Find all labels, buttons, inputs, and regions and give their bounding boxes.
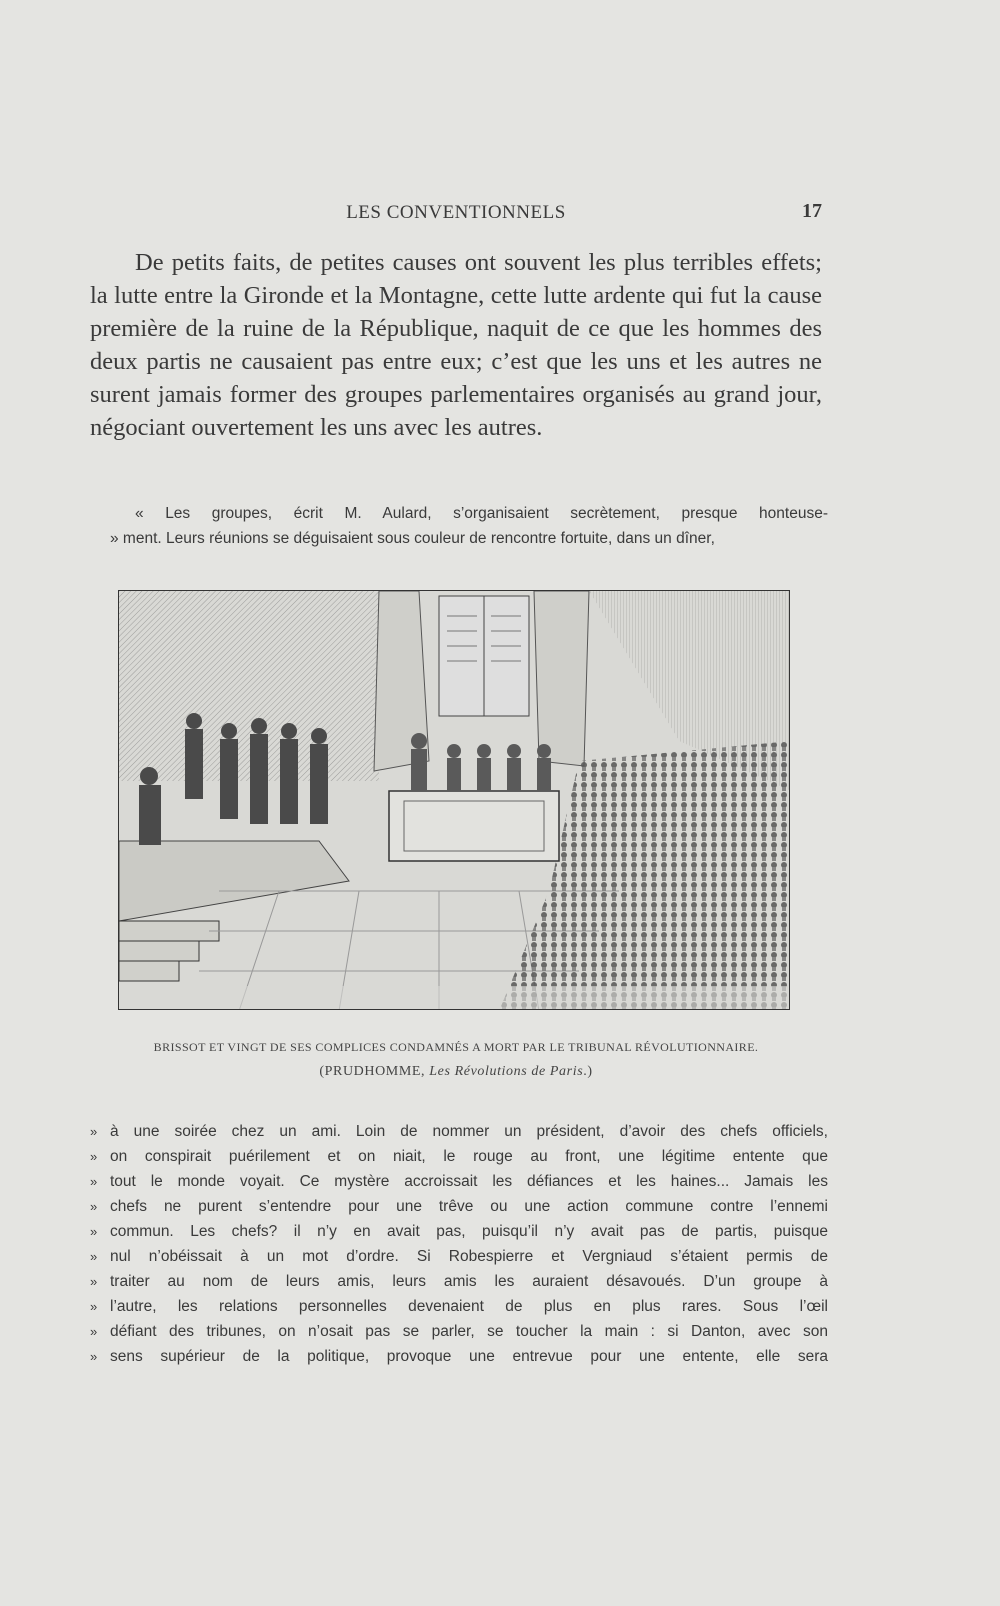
quote-mark: » [90,1324,98,1339]
quote-mark: » [90,1299,98,1314]
quote-line: » sens supérieur de la politique, provoque une entrevue pour une entente, elle sera [90,1344,828,1369]
caption-source-open: (PRUDHOMME, [319,1064,430,1079]
quote-mark: » [90,1124,98,1139]
body-paragraph: De petits faits, de petites causes ont souvent les plus terribles effets; la lutte entre la Gironde et la Montagne, cette lutte ardente qui fut la cause première de la ruine de la République, naquit de ce que les hommes des deux partis ne causaient pas entre eux; c’est que les uns et les autres ne surent jamais former des groupes parlementaires organisés au grand jour, négociant ouvertement les uns avec les autres. [90,249,822,441]
judges-group [411,733,551,791]
engraving-drawing [119,591,790,1010]
quote-mark: » [90,1274,98,1289]
quote-line: » commun. Les chefs? il n’y en avait pas, puisqu’il n’y avait pas de partis, puisque [90,1219,828,1244]
quote-line: » tout le monde voyait. Ce mystère accroissait les défiances et les haines... Jamais les [90,1169,828,1194]
figure-caption: BRISSOT ET VINGT DE SES COMPLICES CONDAMNÉS A MORT PAR LE TRIBUNAL RÉVOLUTIONNAIRE. [153,1040,759,1054]
engraving-illustration [118,590,790,1010]
quote-line: » traiter au nom de leurs amis, leurs amis les auraient désavoués. D’un groupe à [90,1269,828,1294]
accused-platform [119,841,349,921]
quote-line: » on conspirait puérilement et on niait, le rouge au front, une légitime entente que [90,1144,828,1169]
running-title: LES CONVENTIONNELS [346,202,566,223]
quote-mark: » [90,1174,98,1189]
quote-bottom [90,1119,828,1369]
caption-source-close: .) [583,1064,593,1079]
quote-line: » l’autre, les relations personnelles devenaient de plus en plus rares. Sous l’œil [90,1294,828,1319]
quote-top [90,501,828,551]
quote-line: » chefs ne purent s’entendre pour une trêve ou une action commune contre l’ennemi [90,1194,828,1219]
quote-line: » nul n’obéissait à un mot d’ordre. Si Robespierre et Vergniaud s’étaient permis de [90,1244,828,1269]
quote-mark: » [90,1199,98,1214]
quote-mark: » [90,1349,98,1364]
quote-line: » à une soirée chez un ami. Loin de nommer un président, d’avoir des chefs officiels, [90,1119,828,1144]
right-drape [534,591,589,766]
quote-mark: » [90,1224,98,1239]
page-number: 17 [802,200,822,222]
quote-line: » ment. Leurs réunions se déguisaient sous couleur de rencontre fortuite, dans un dîner, [110,530,715,547]
caption-source-title: Les Révolutions de Paris [429,1064,584,1079]
running-head [90,200,822,230]
quote-line: » défiant des tribunes, on n’osait pas se parler, se toucher la main : si Danton, avec son [90,1319,828,1344]
quote-mark: » [90,1249,98,1264]
quote-line: « Les groupes, écrit M. Aulard, s’organisaient secrètement, presque honteuse- [135,505,828,522]
quote-mark: » [90,1149,98,1164]
stairs [119,921,219,981]
figure-source [90,1064,822,1080]
left-wall-ornament [119,591,379,781]
